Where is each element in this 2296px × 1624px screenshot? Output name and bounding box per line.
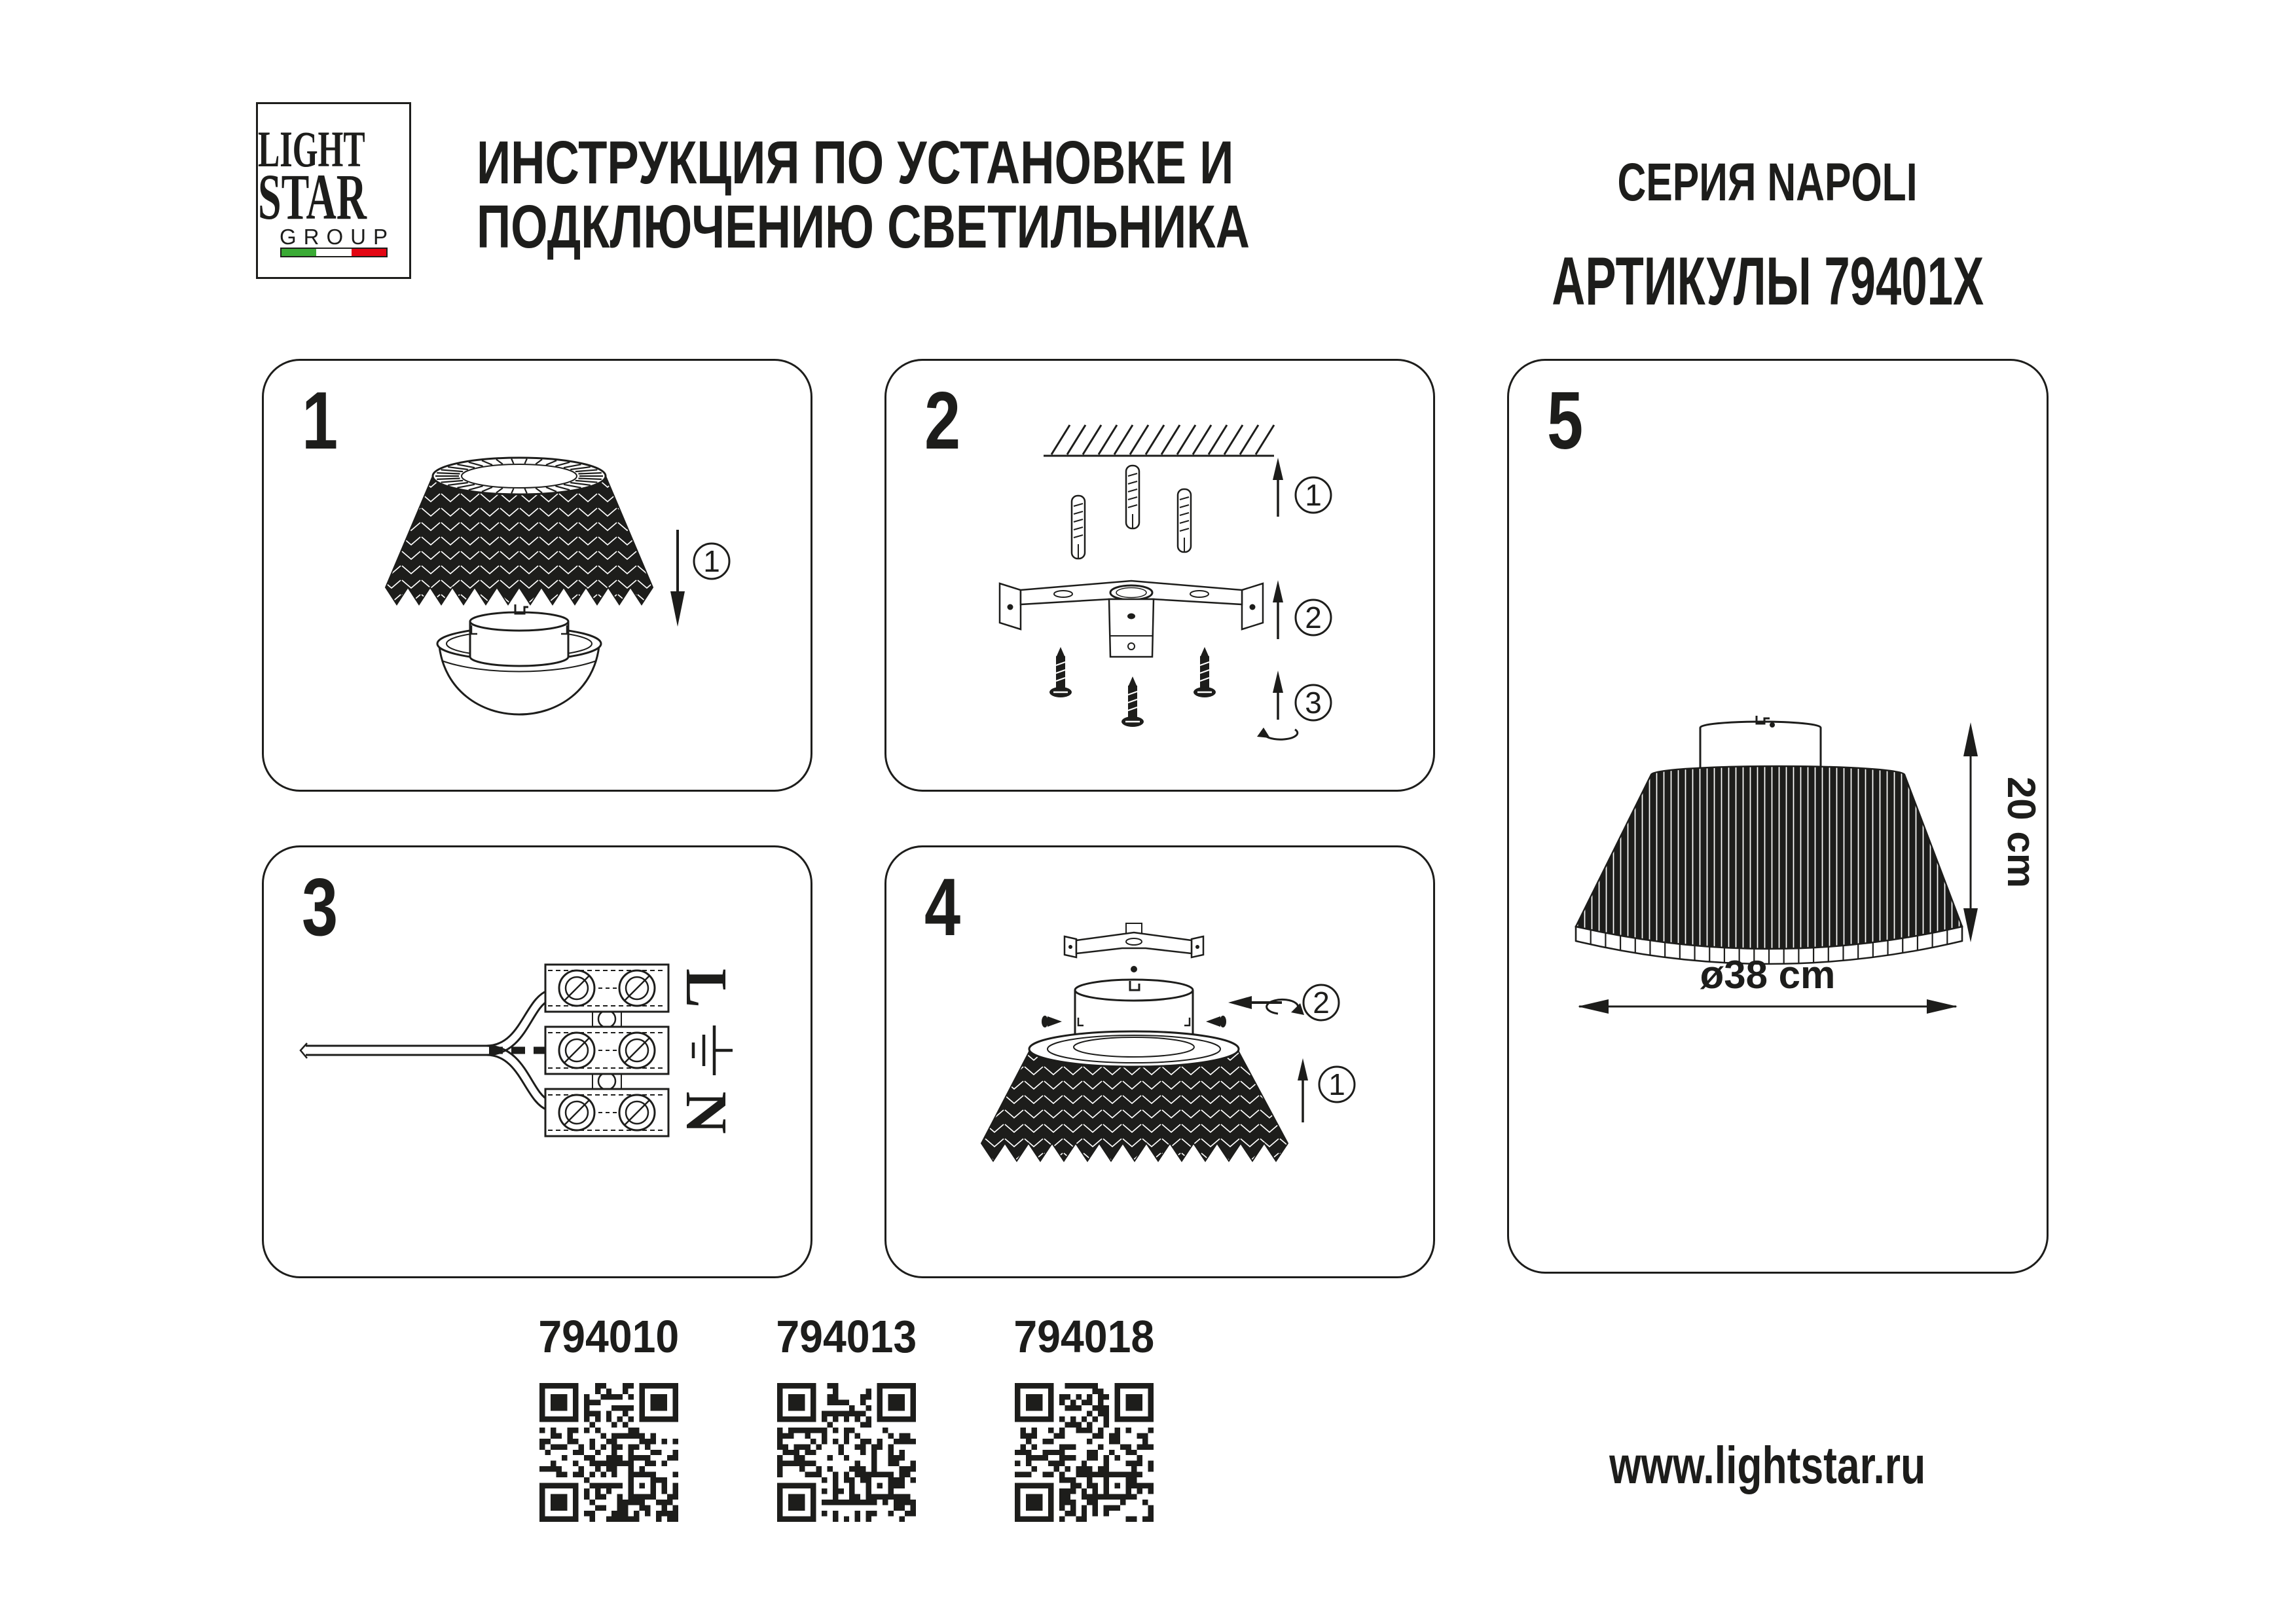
step-panel-3 xyxy=(262,845,812,1278)
step-panel-4 xyxy=(884,845,1435,1278)
logo-group-text: GROUP xyxy=(279,225,395,249)
flag-white xyxy=(316,249,351,256)
bracket-screw-dot xyxy=(1131,966,1137,972)
step-2-badge xyxy=(1296,600,1331,635)
italian-flag-icon xyxy=(280,248,388,257)
svg-text:3: 3 xyxy=(1305,686,1322,720)
up-arrow-icon xyxy=(1298,1058,1308,1122)
step-1-badge xyxy=(694,544,729,579)
svg-text:1: 1 xyxy=(1305,478,1322,512)
panel-number: 1 xyxy=(302,376,338,466)
panel-number: 5 xyxy=(1547,376,1584,466)
series-name: СЕРИЯ NAPOLI xyxy=(1617,153,1918,212)
terminal-2 xyxy=(545,1027,668,1074)
logo-light-text: LIGHT xyxy=(258,120,365,177)
svg-text:1: 1 xyxy=(703,544,720,578)
panel-number: 3 xyxy=(302,862,338,953)
svg-text:1: 1 xyxy=(1328,1067,1345,1101)
panel1-diagram xyxy=(264,361,811,790)
step-panel-2 xyxy=(884,359,1435,792)
height-dimension xyxy=(1963,722,2043,942)
page-title: ИНСТРУКЦИЯ ПО УСТАНОВКЕ И xyxy=(477,128,1234,196)
logo-star-text: STAR xyxy=(258,160,367,233)
diameter-dimension xyxy=(1578,953,1958,1014)
power-cable xyxy=(301,991,549,1110)
panel3-wiring-diagram xyxy=(264,847,811,1276)
step-panel-1 xyxy=(262,359,812,792)
article-code-2: 794013 xyxy=(776,1311,917,1362)
rotate-arrow-icon xyxy=(1228,996,1304,1015)
mounting-bracket xyxy=(1065,923,1203,957)
neutral-wire-label: N xyxy=(674,1091,738,1134)
lampshade xyxy=(981,1031,1288,1161)
earth-symbol-icon xyxy=(693,1025,733,1075)
article-code-1: 794010 xyxy=(538,1311,680,1362)
website-url: www.lightstar.ru xyxy=(1609,1436,1926,1494)
live-wire-label: L xyxy=(674,968,738,1008)
lampshade-top-view xyxy=(386,458,653,604)
panel-number: 4 xyxy=(924,862,961,953)
terminal-3 xyxy=(545,1089,668,1136)
qr-code-794010 xyxy=(539,1383,678,1522)
mounting-bracket xyxy=(1000,581,1263,657)
lamp-side-view xyxy=(1576,716,1962,965)
article-code-3: 794018 xyxy=(1013,1311,1155,1362)
panel2-diagram xyxy=(886,361,1433,790)
ceiling-hatch xyxy=(1044,425,1274,456)
page-title-line2: ПОДКЛЮЧЕНИЮ СВЕТИЛЬНИКА xyxy=(477,193,1250,261)
svg-text:2: 2 xyxy=(1305,600,1322,635)
step-panel-5 xyxy=(1507,359,2049,1274)
lightstar-logo xyxy=(256,102,411,279)
panel-number: 2 xyxy=(924,376,961,466)
up-arrow-icon xyxy=(1273,580,1283,639)
diameter-label: ø38 cm xyxy=(1700,953,1836,997)
side-screw-left xyxy=(1042,1016,1062,1027)
side-screw-right xyxy=(1206,1016,1226,1027)
wall-plugs xyxy=(1072,466,1191,559)
terminal-1 xyxy=(545,965,668,1012)
up-arrow-icon xyxy=(1273,458,1283,517)
flag-red xyxy=(352,249,386,256)
step-3-badge xyxy=(1296,685,1331,720)
svg-text:2: 2 xyxy=(1313,986,1330,1020)
panel4-diagram xyxy=(886,847,1433,1276)
step-2-badge xyxy=(1303,985,1339,1020)
qr-code-794013 xyxy=(777,1383,916,1522)
qr-code-794018 xyxy=(1015,1383,1154,1522)
screw-in-arrow-icon xyxy=(1257,671,1298,739)
terminal-block xyxy=(545,965,668,1136)
panel5-dimensions-diagram xyxy=(1509,361,2047,1272)
articles-title: АРТИКУЛЫ 79401X xyxy=(1552,244,1984,320)
flag-green xyxy=(282,249,316,256)
step-1-badge xyxy=(1296,477,1331,513)
height-label: 20 cm xyxy=(1999,776,2043,889)
down-arrow-icon xyxy=(670,530,685,627)
step-1-badge xyxy=(1319,1067,1355,1102)
lamp-base xyxy=(437,604,601,714)
screws xyxy=(1049,647,1216,727)
